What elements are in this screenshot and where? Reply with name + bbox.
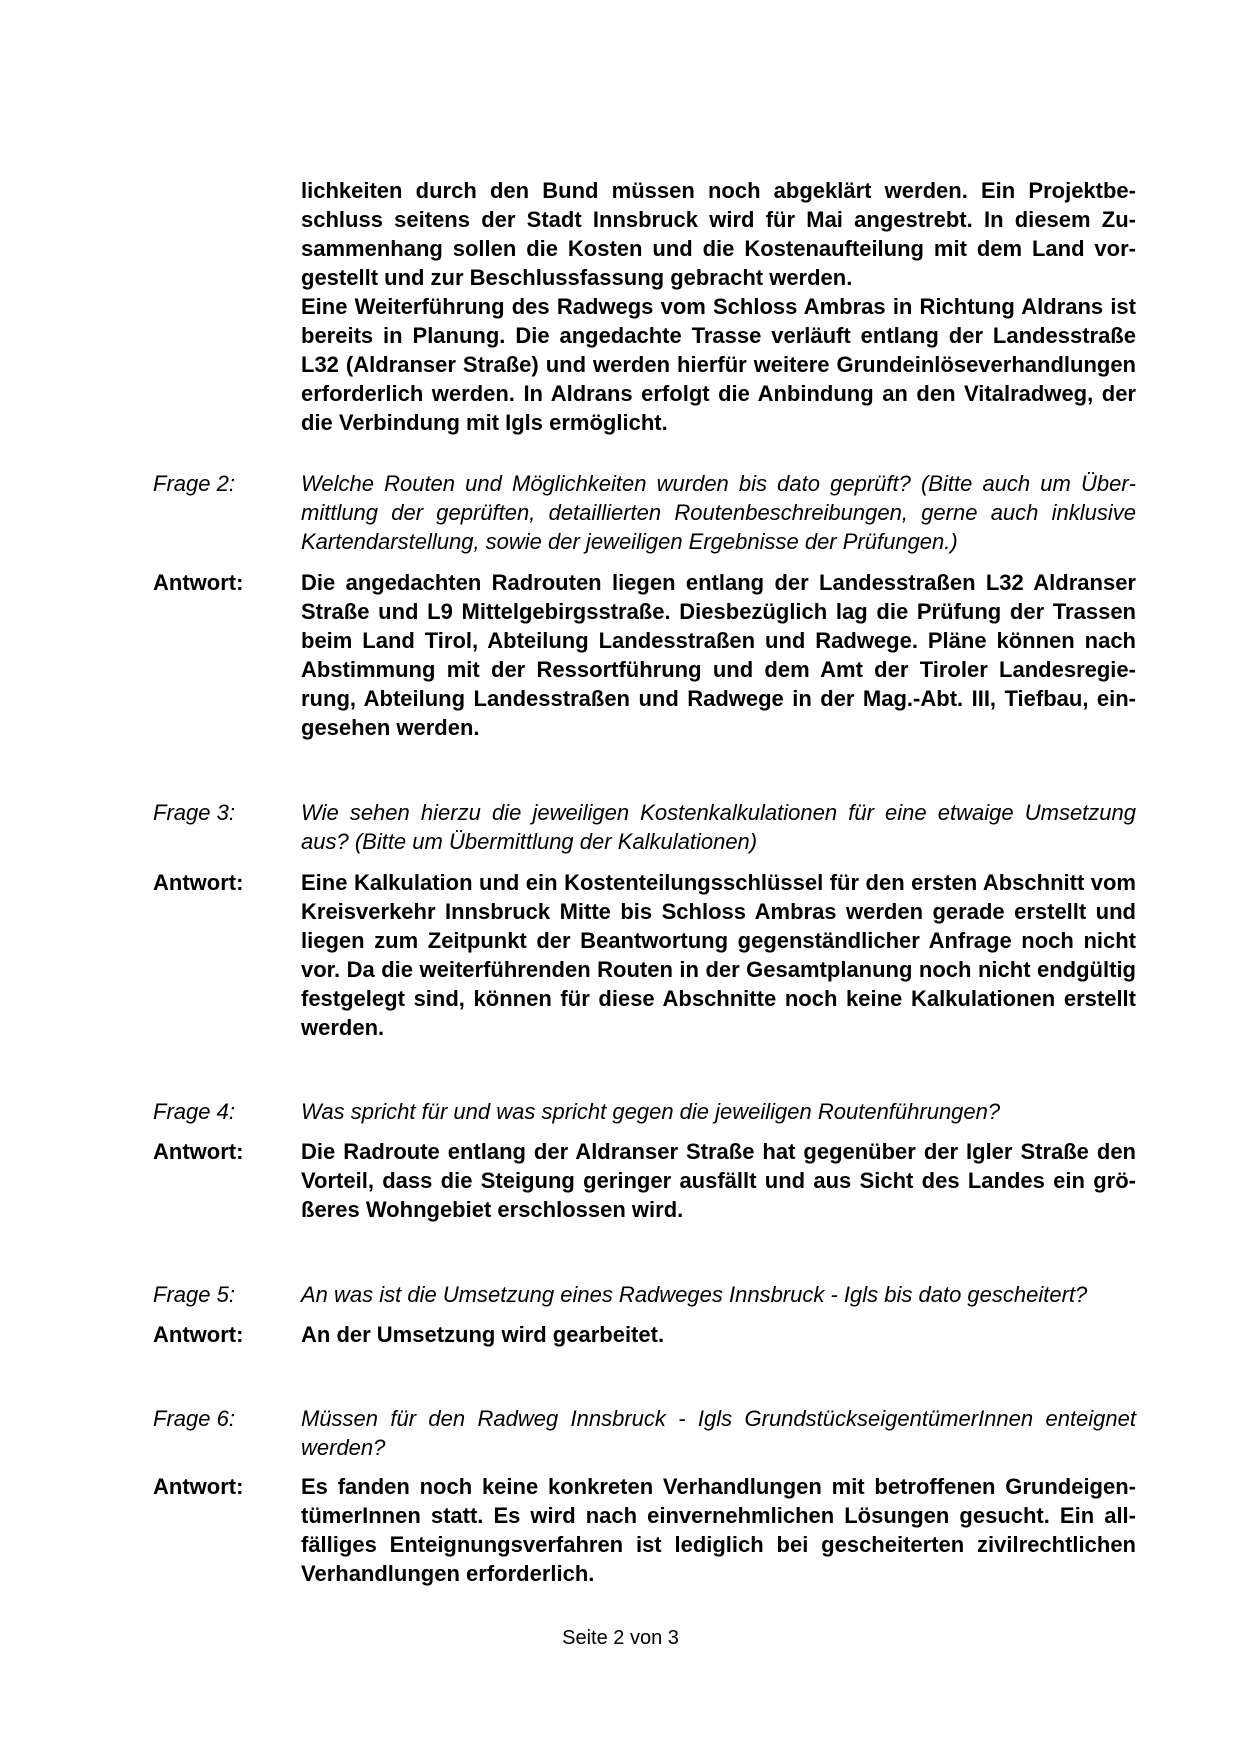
answer-text: Es fanden noch keine konkreten Verhandlungen mit betroffenen GrundeigentümerInnen statt. Es wird nach einvernehmlichen Lösungen gesucht. Ein allfälliges Enteignungsverfahren ist lediglich bei gescheiterten zivilrechtlichen Verhandlungen erforderlich. xyxy=(301,1474,1136,1586)
intro-paragraph: lichkeiten durch den Bund müssen noch abgeklärt werden. Ein Projektbeschluss seitens der Stadt Innsbruck wird für Mai angestrebt. In diesem Zusammenhang sollen die Kosten und die Kostenaufteilung mit dem Land vorgestellt und zur Beschlussfassung gebracht werden. xyxy=(301,178,1136,290)
answer-text: Die Radroute entlang der Aldranser Straße hat gegenüber der Igler Straße den Vorteil, dass die Steigung geringer ausfällt und aus Sicht des Landes ein größeres Wohngebiet erschlossen wird. xyxy=(301,1139,1136,1222)
question-label: Frage 6: xyxy=(153,1406,235,1431)
question-2 xyxy=(153,469,1136,556)
answer-label: Antwort: xyxy=(153,570,244,595)
question-text: Welche Routen und Möglichkeiten wurden bis dato geprüft? (Bitte auch um Übermittlung der geprüften, detaillierten Routenbeschreibungen, gerne auch inklusive Kartendarstellung, sowie der jeweiligen Ergebnisse der Prüfungen.) xyxy=(301,471,1136,554)
page-number-footer: Seite 2 von 3 xyxy=(562,1627,679,1649)
intro-section xyxy=(153,176,1136,437)
question-text: Was spricht für und was spricht gegen die jeweiligen Routenführungen? xyxy=(301,1099,1001,1124)
question-label: Frage 5: xyxy=(153,1282,235,1307)
answer-text: An der Umsetzung wird gearbeitet. xyxy=(301,1322,665,1347)
question-4 xyxy=(153,1097,1136,1126)
answer-6 xyxy=(153,1472,1136,1588)
question-5 xyxy=(153,1280,1136,1309)
answer-5 xyxy=(153,1320,1136,1349)
answer-4 xyxy=(153,1137,1136,1224)
answer-label: Antwort: xyxy=(153,870,244,895)
intro-paragraph: Eine Weiterführung des Radwegs vom Schloss Ambras in Richtung Aldrans ist bereits in Planung. Die angedachte Trasse verläuft entlang der Landesstraße L32 (Aldranser Straße) und werden hierfür weitere Grundeinlöseverhandlungen erforderlich werden. In Aldrans erfolgt die Anbindung an den Vitalradweg, der die Verbindung mit Igls ermöglicht. xyxy=(301,294,1136,435)
question-label: Frage 3: xyxy=(153,800,235,825)
question-text: An was ist die Umsetzung eines Radweges Innsbruck - Igls bis dato gescheitert? xyxy=(301,1282,1088,1307)
answer-text: Die angedachten Radrouten liegen entlang der Landesstraßen L32 Aldranser Straße und L9 Mittelgebirgsstraße. Diesbezüglich lag die Prüfung der Trassen beim Land Tirol, Abteilung Landesstraßen und Radwege. Pläne können nach Abstimmung mit der Ressortführung und dem Amt der Tiroler Landesregierung, Abteilung Landesstraßen und Radwege in der Mag.-Abt. III, Tiefbau, eingesehen werden. xyxy=(301,570,1136,740)
question-3 xyxy=(153,798,1136,856)
answer-label: Antwort: xyxy=(153,1139,244,1164)
answer-label: Antwort: xyxy=(153,1474,244,1499)
question-text: Müssen für den Radweg Innsbruck - Igls GrundstückseigentümerInnen enteignet werden? xyxy=(301,1406,1136,1460)
answer-text: Eine Kalkulation und ein Kostenteilungsschlüssel für den ersten Abschnitt vom Kreisverkehr Innsbruck Mitte bis Schloss Ambras werden gerade erstellt und liegen zum Zeitpunkt der Beantwortung gegenständlicher Anfrage noch nicht vor. Da die weiterführenden Routen in der Gesamtplanung noch nicht endgültig festgelegt sind, können für diese Abschnitte noch keine Kalkulationen erstellt werden. xyxy=(301,870,1136,1040)
answer-2 xyxy=(153,568,1136,742)
answer-3 xyxy=(153,868,1136,1042)
question-label: Frage 4: xyxy=(153,1099,235,1124)
question-text: Wie sehen hierzu die jeweiligen Kostenkalkulationen für eine etwaige Umsetzung aus? (Bitte um Übermittlung der Kalkulationen) xyxy=(301,800,1136,854)
question-6 xyxy=(153,1404,1136,1462)
answer-label: Antwort: xyxy=(153,1322,244,1347)
question-label: Frage 2: xyxy=(153,471,235,496)
